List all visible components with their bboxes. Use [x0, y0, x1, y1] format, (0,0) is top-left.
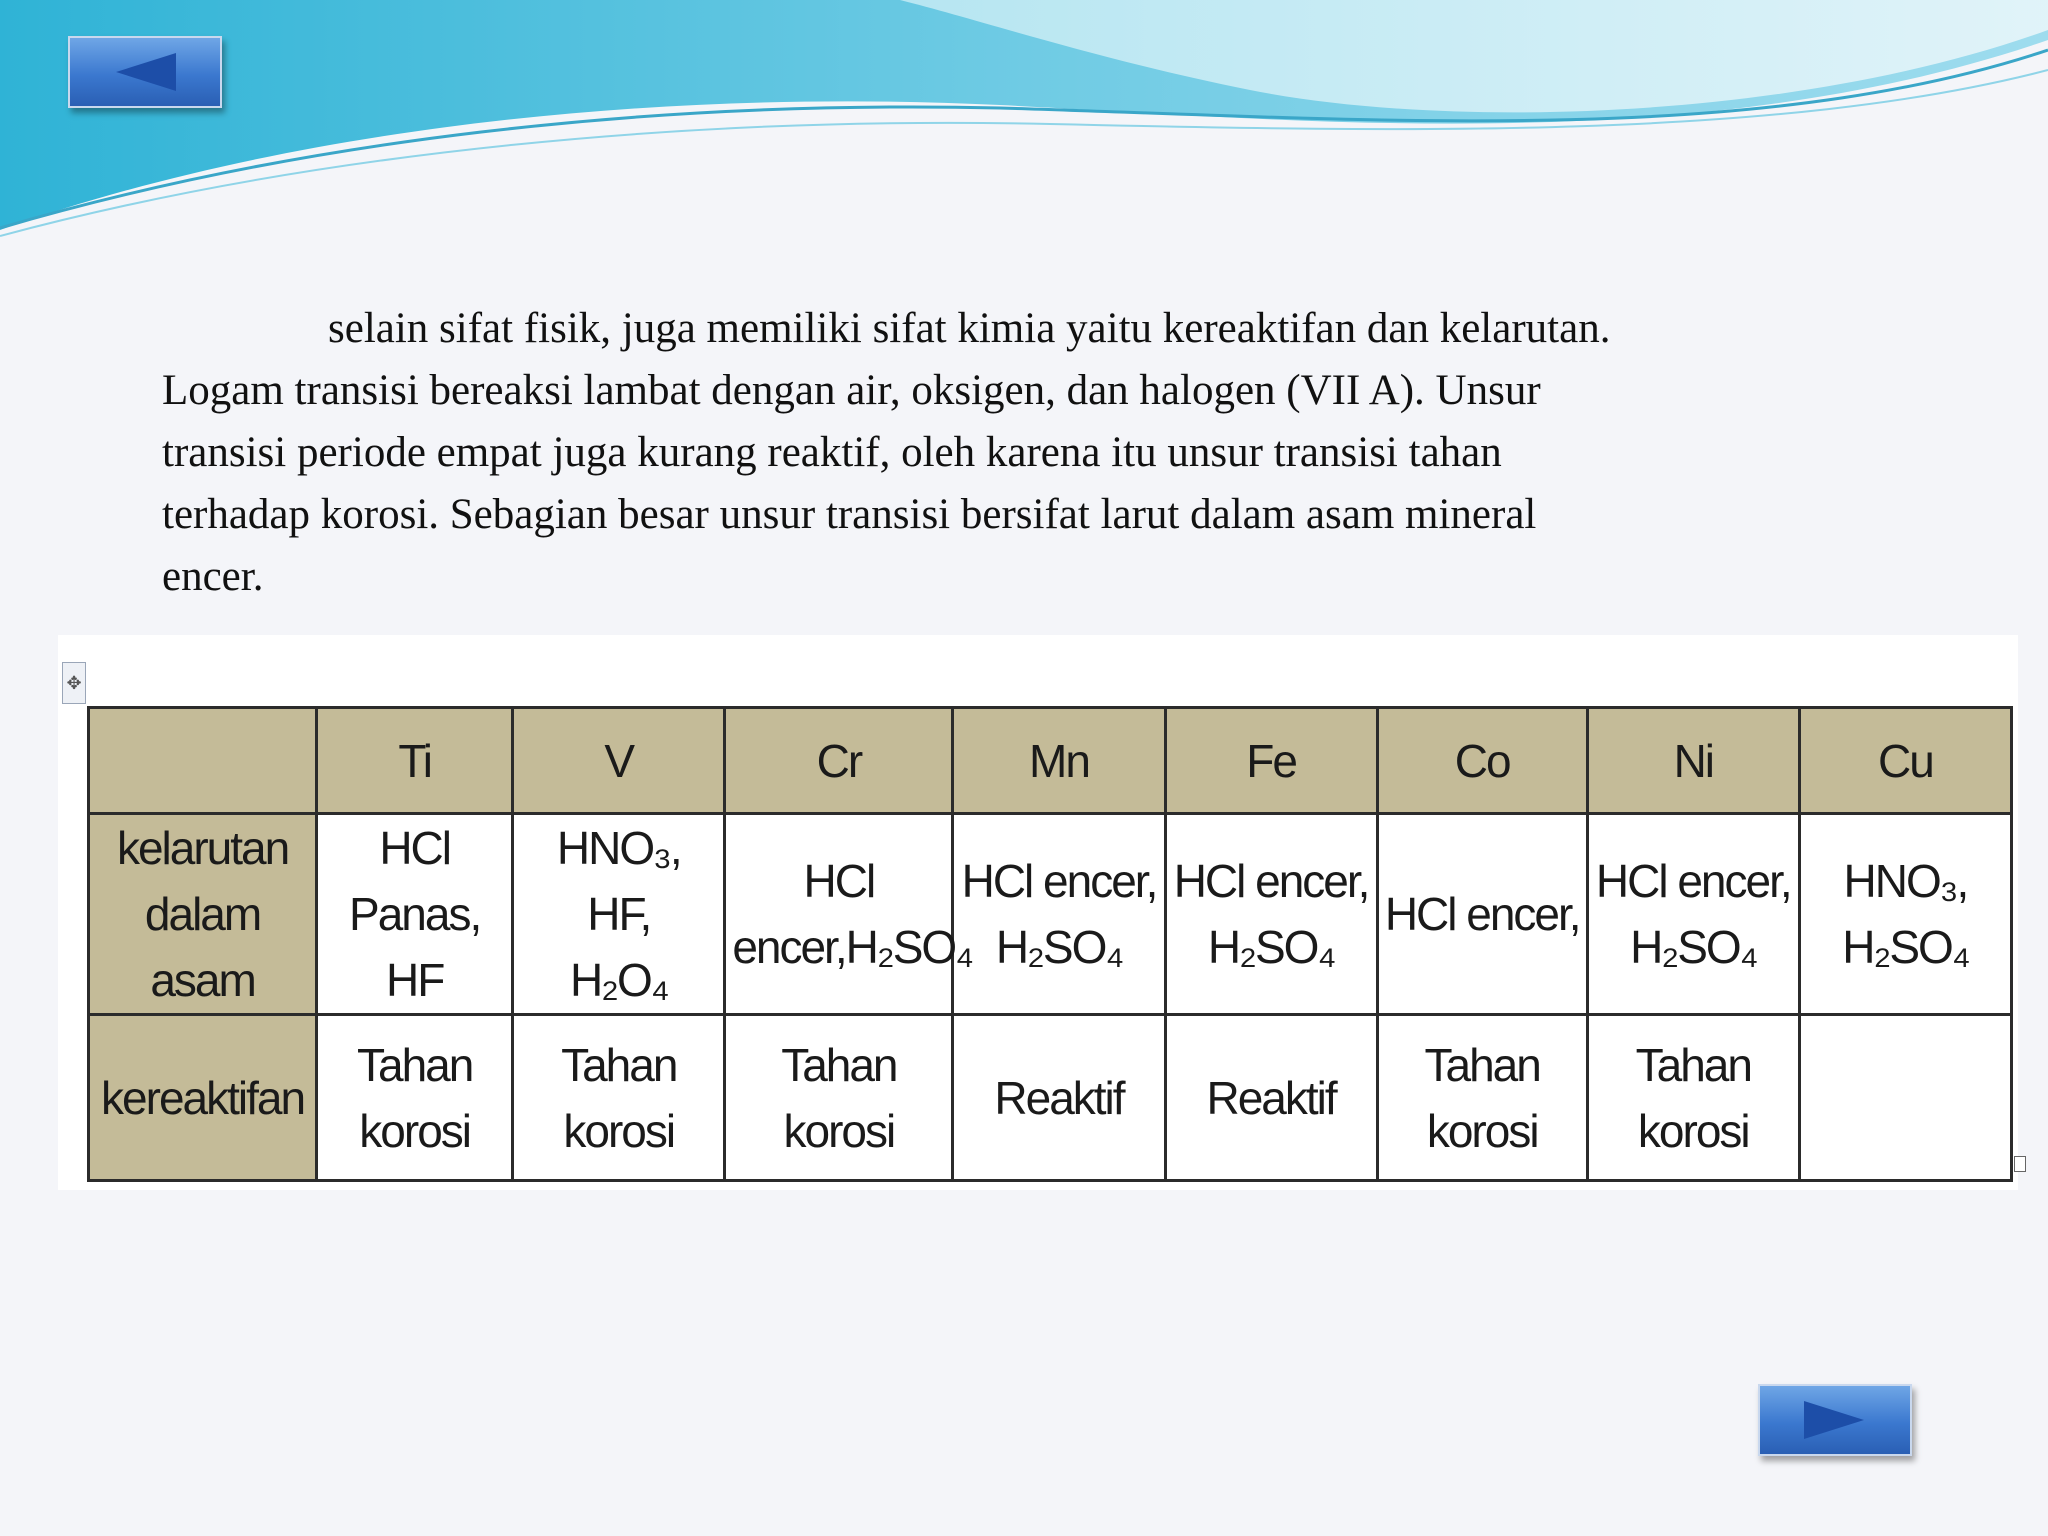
- table-cell: [953, 1015, 1165, 1181]
- table-cell: [513, 814, 725, 1015]
- cell-text: HNO₃,: [1843, 855, 1968, 907]
- cell-text: H₂SO₄: [1207, 921, 1335, 973]
- cell-text: dalam asam: [144, 888, 261, 1006]
- table-header-row: [89, 708, 2012, 814]
- table-cell: [1587, 1015, 1799, 1181]
- header-cell: Co: [1377, 708, 1587, 814]
- header-cell: V: [513, 708, 725, 814]
- header-cell: Mn: [953, 708, 1165, 814]
- cell-text: kereaktifan: [101, 1071, 305, 1124]
- paragraph-line: terhadap korosi. Sebagian besar unsur transisi bersifat larut dalam asam mineral: [162, 491, 1537, 538]
- header-cell: Ni: [1587, 708, 1799, 814]
- cell-text: encer,H₂SO₄: [732, 921, 972, 973]
- table-move-handle[interactable]: [62, 662, 86, 704]
- cell-text: Reaktif: [1206, 1071, 1336, 1124]
- paragraph-line: Logam transisi bereaksi lambat dengan air, oksigen, dan halogen (VII A). Unsur: [162, 367, 1541, 414]
- cell-text: H₂SO₄: [1630, 921, 1757, 973]
- table-resize-handle[interactable]: [2014, 1156, 2026, 1172]
- header-wave-decoration: [0, 0, 2048, 240]
- triangle-left-icon: [110, 50, 180, 94]
- cell-text: kelarutan: [116, 822, 289, 874]
- table-cell: [317, 814, 513, 1015]
- cell-text: HNO₃, HF,: [556, 822, 681, 940]
- header-cell: Cu: [1799, 708, 2011, 814]
- table-cell: [1377, 814, 1587, 1015]
- row-label-cell: [89, 1015, 317, 1181]
- cell-text: Tahan: [1635, 1038, 1751, 1091]
- table-cell: [725, 814, 972, 1015]
- table-cell: [725, 1015, 953, 1181]
- table-row: [89, 1015, 2012, 1181]
- header-cell: Fe: [1165, 708, 1377, 814]
- cell-text: HCl encer,: [1173, 855, 1369, 907]
- previous-slide-button[interactable]: [68, 36, 222, 108]
- cell-text: korosi: [359, 1104, 471, 1157]
- cell-text: H₂O₄: [569, 954, 668, 1006]
- row-label-cell: [89, 814, 317, 1015]
- cell-text: korosi: [563, 1104, 675, 1157]
- table-row: [89, 814, 2012, 1015]
- transition-metals-table: [87, 706, 2013, 1182]
- cell-text: korosi: [1426, 1104, 1538, 1157]
- cell-text: HCl: [803, 855, 875, 907]
- header-cell: [89, 708, 317, 814]
- header-cell: Cr: [725, 708, 953, 814]
- cell-text: HCl encer,: [1384, 888, 1580, 940]
- cell-text: HCl Panas,: [349, 822, 481, 940]
- table-cell: [1799, 814, 2011, 1015]
- cell-text: HCl encer,: [1595, 855, 1791, 907]
- cell-text: HCl encer,: [961, 855, 1157, 907]
- table-cell: [1799, 1015, 2011, 1181]
- cell-text: HF: [385, 954, 444, 1006]
- cell-text: Tahan: [1424, 1038, 1540, 1091]
- cell-text: Tahan: [561, 1038, 677, 1091]
- table-cell: [953, 814, 1165, 1015]
- table-cell: [1587, 814, 1799, 1015]
- paragraph-line: selain sifat fisik, juga memiliki sifat kimia yaitu kereaktifan dan kelarutan.: [328, 305, 1611, 352]
- cell-text: Tahan: [356, 1038, 473, 1091]
- cell-text: korosi: [1637, 1104, 1749, 1157]
- cell-text: H₂SO₄: [995, 921, 1123, 973]
- table-cell: [1165, 814, 1377, 1015]
- body-paragraph: [162, 298, 1882, 608]
- table-cell: [317, 1015, 513, 1181]
- cell-text: Tahan korosi: [781, 1038, 897, 1157]
- table-cell: [1377, 1015, 1587, 1181]
- triangle-right-icon: [1800, 1398, 1870, 1442]
- next-slide-button[interactable]: [1758, 1384, 1912, 1456]
- paragraph-line: transisi periode empat juga kurang reaktif, oleh karena itu unsur transisi tahan: [162, 429, 1502, 476]
- header-cell: Ti: [317, 708, 513, 814]
- move-arrows-icon: ✥: [66, 672, 82, 694]
- cell-text: H₂SO₄: [1842, 921, 1969, 973]
- paragraph-line: encer.: [162, 553, 264, 600]
- table-cell: [1165, 1015, 1377, 1181]
- cell-text: Reaktif: [994, 1071, 1124, 1124]
- table-cell: [513, 1015, 725, 1181]
